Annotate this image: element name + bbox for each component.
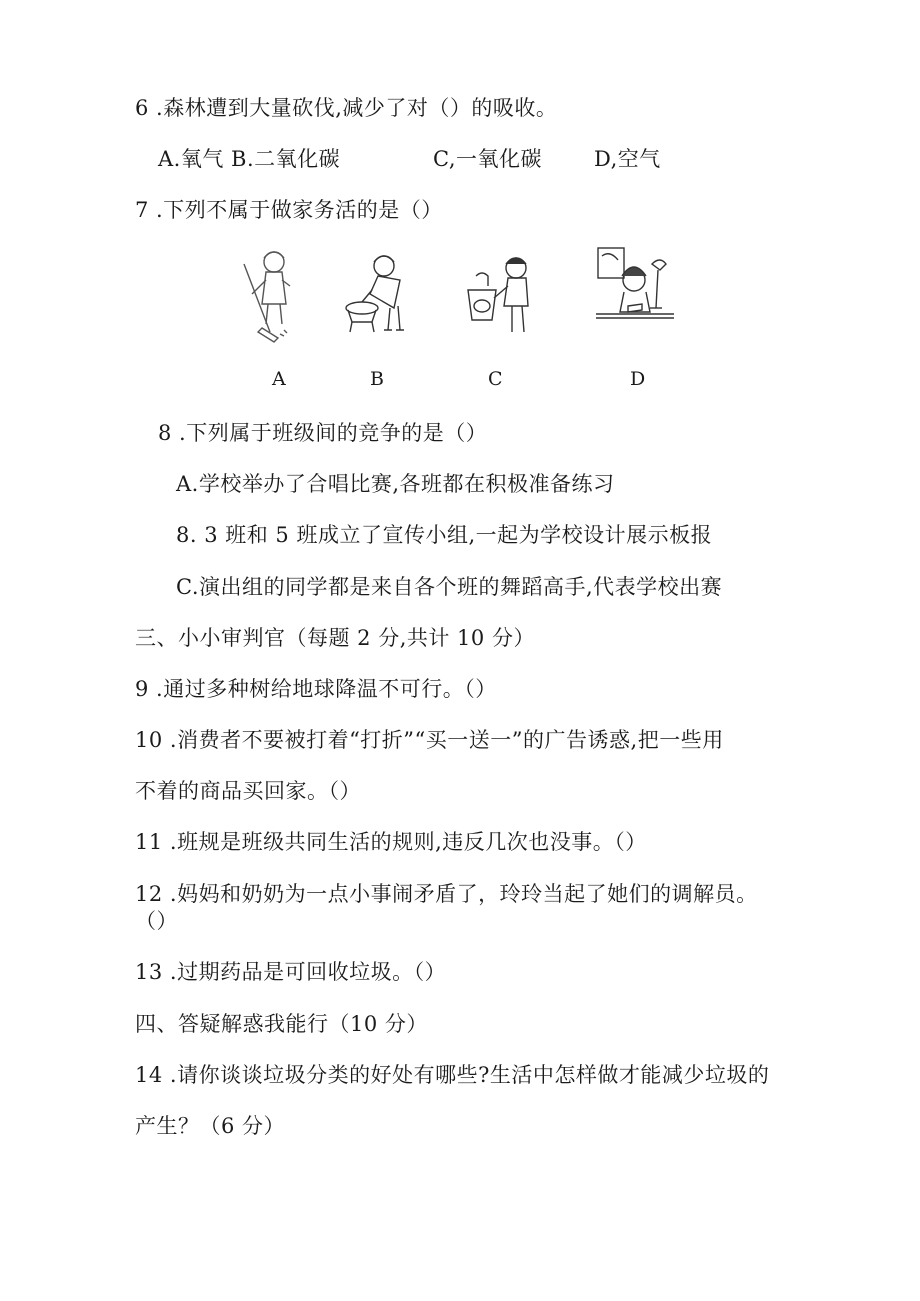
question-6-option-c: C,一氧化碳 [433, 147, 542, 171]
question-10-line-2: 不着的商品买回家。（） [135, 779, 361, 803]
question-13: 13 .过期药品是可回收垃圾。（） [135, 960, 447, 984]
question-14-line-1: 14 .请你谈谈垃圾分类的好处有哪些?生活中怎样做才能减少垃圾的 [135, 1063, 770, 1087]
question-11: 11 .班规是班级共同生活的规则,违反几次也没事。（） [135, 830, 647, 854]
section-4-heading: 四、答疑解惑我能行（10 分） [135, 1012, 428, 1036]
question-7-stem: 7 .下列不属于做家务活的是（） [135, 198, 443, 222]
question-6-stem: 6 .森林遭到大量砍伐,减少了对（）的吸收。 [135, 96, 558, 120]
illustration-c-dishwashing [462, 246, 544, 346]
illustration-label-c: C [488, 368, 503, 390]
question-8-option-a: A.学校举办了合唱比赛,各班都在积极准备练习 [176, 472, 615, 496]
illustration-d-studying [594, 246, 676, 328]
illustration-label-b: B [370, 368, 384, 390]
question-8-option-c: C.演出组的同学都是来自各个班的舞蹈高手,代表学校出赛 [176, 575, 723, 599]
question-14-line-2: 产生？（6 分） [135, 1114, 286, 1138]
question-9: 9 .通过多种树给地球降温不可行。（） [135, 677, 497, 701]
illustration-label-a: A [272, 368, 286, 390]
question-6-option-d: D,空气 [594, 147, 661, 171]
illustration-b-washing [340, 246, 418, 346]
question-8-stem: 8 .下列属于班级间的竞争的是（） [158, 421, 488, 445]
question-12-line-1: 12 .妈妈和奶奶为一点小事闹矛盾了，玲玲当起了她们的调解员。 [135, 882, 758, 906]
question-8-option-b: 8. 3 班和 5 班成立了宣传小组,一起为学校设计展示板报 [176, 523, 713, 547]
question-10-line-1: 10 .消费者不要被打着“打折”“买一送一”的广告诱惑,把一些用 [135, 728, 724, 752]
question-12-line-2: （） [135, 909, 178, 933]
illustration-label-d: D [630, 368, 646, 390]
question-6-option-ab: A.氧气 B.二氧化碳 [158, 147, 341, 171]
section-3-heading: 三、小小审判官（每题 2 分,共计 10 分） [135, 626, 535, 650]
illustration-a-sweeping [240, 246, 302, 346]
